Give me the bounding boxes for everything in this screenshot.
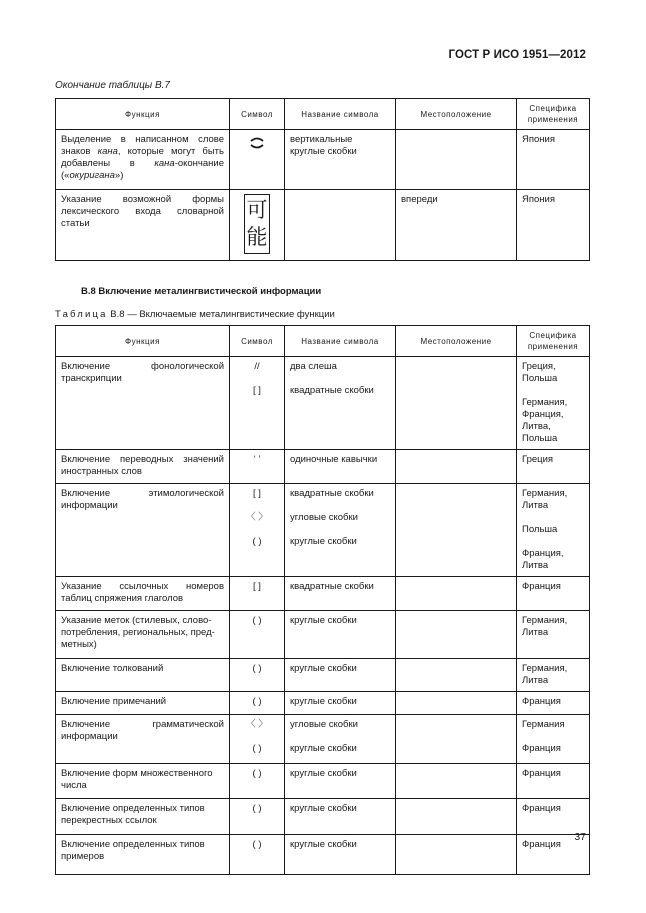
table-caption-text: В.8 — Включаемые металингвистические функции bbox=[107, 309, 335, 320]
col-header-function: Функция bbox=[56, 326, 230, 357]
usage-cell: Франция bbox=[517, 692, 590, 715]
symbol-cell: ( ) bbox=[230, 692, 285, 715]
symbol-name-cell: круглые скобки bbox=[285, 764, 396, 799]
usage-cell: Франция bbox=[517, 799, 590, 835]
symbol-name-cell bbox=[285, 715, 396, 764]
table-b7 bbox=[55, 98, 590, 261]
table-row bbox=[56, 450, 590, 484]
table-caption bbox=[55, 309, 335, 320]
vertical-round-brackets-icon bbox=[249, 135, 265, 151]
location-cell: впереди bbox=[396, 190, 517, 261]
symbol-name: круглые скобки bbox=[290, 743, 357, 754]
symbol-name-cell: круглые скобки bbox=[285, 692, 396, 715]
usage: Германия bbox=[522, 719, 565, 730]
symbol-name: круглые скобки bbox=[290, 536, 357, 547]
section-heading: В.8 Включение металингвистической информации bbox=[81, 286, 322, 297]
table-row bbox=[56, 130, 590, 190]
table-row bbox=[56, 611, 590, 659]
symbol-cell: [ ] bbox=[230, 577, 285, 611]
usage-cell: Франция bbox=[517, 835, 590, 875]
function-cell: Включение этимологической информации bbox=[56, 484, 230, 577]
usage-cell: Франция bbox=[517, 764, 590, 799]
symbol-cell: ( ) bbox=[230, 799, 285, 835]
function-cell: Включение примечаний bbox=[56, 692, 230, 715]
usage: Германия, Литва bbox=[522, 488, 568, 511]
usage: Франция bbox=[522, 743, 561, 754]
location-cell bbox=[396, 577, 517, 611]
symbol-name: два слеша bbox=[290, 361, 337, 372]
function-cell bbox=[56, 611, 230, 659]
function-cell: Включение фонологической транскрипции bbox=[56, 357, 230, 450]
symbol: 〈 〉 bbox=[246, 512, 268, 523]
function-cell: Включение переводных значений иностранных слов bbox=[56, 450, 230, 484]
table-continuation-caption: Окончание таблицы В.7 bbox=[55, 80, 170, 91]
col-header-location: Местоположение bbox=[396, 99, 517, 130]
function-line: потребления, региональных, пред- bbox=[61, 627, 215, 638]
symbol-cell bbox=[230, 715, 285, 764]
symbol: ( ) bbox=[252, 536, 262, 547]
function-cell: Включение толкований bbox=[56, 659, 230, 692]
usage-cell: Германия, Литва bbox=[517, 659, 590, 692]
symbol-name: квадратные скобки bbox=[290, 488, 374, 499]
col-header-symbol-name: Название символа bbox=[285, 99, 396, 130]
table-row bbox=[56, 715, 590, 764]
usage: Германия, Франция, Литва, Польша bbox=[522, 397, 568, 444]
usage-cell: Япония bbox=[517, 130, 590, 190]
col-header-symbol-name: Название символа bbox=[285, 326, 396, 357]
function-line: метных) bbox=[61, 639, 97, 650]
symbol-name-cell: квадратные скобки bbox=[285, 577, 396, 611]
location-cell bbox=[396, 659, 517, 692]
location-cell bbox=[396, 692, 517, 715]
symbol-cell bbox=[230, 130, 285, 190]
location-cell bbox=[396, 764, 517, 799]
symbol-name-cell bbox=[285, 190, 396, 261]
table-row bbox=[56, 357, 590, 450]
symbol: ( ) bbox=[252, 743, 262, 754]
symbol-name-cell: круглые скобки bbox=[285, 611, 396, 659]
symbol-cell: ‘ ’ bbox=[230, 450, 285, 484]
location-cell bbox=[396, 130, 517, 190]
usage-cell bbox=[517, 484, 590, 577]
col-header-usage: Специфика применения bbox=[517, 326, 590, 357]
symbol-name: угловые скобки bbox=[290, 719, 358, 730]
col-header-symbol: Символ bbox=[230, 99, 285, 130]
function-cell: Включение форм множественного числа bbox=[56, 764, 230, 799]
usage-cell: Германия, Литва bbox=[517, 611, 590, 659]
symbol-cell: ( ) bbox=[230, 835, 285, 875]
col-header-usage: Специфика применения bbox=[517, 99, 590, 130]
function-cell: Включение определенных типов перекрестных ссылок bbox=[56, 799, 230, 835]
function-cell: Выделение в написанном слове знаков кана, которые могут быть добавлены в кана-окончание («окуригана») bbox=[56, 130, 230, 190]
symbol-name: квадратные скобки bbox=[290, 385, 374, 396]
symbol-name: угловые скобки bbox=[290, 512, 358, 523]
table-header-row bbox=[56, 326, 590, 357]
location-cell bbox=[396, 611, 517, 659]
usage-cell bbox=[517, 357, 590, 450]
symbol: [ ] bbox=[253, 488, 261, 499]
location-cell bbox=[396, 357, 517, 450]
symbol-cell: ( ) bbox=[230, 659, 285, 692]
table-row bbox=[56, 764, 590, 799]
table-row bbox=[56, 799, 590, 835]
symbol-cell bbox=[230, 357, 285, 450]
col-header-location: Местоположение bbox=[396, 326, 517, 357]
usage: Франция, Литва bbox=[522, 548, 564, 571]
table-row bbox=[56, 692, 590, 715]
symbol-cell: ( ) bbox=[230, 764, 285, 799]
document-header: ГОСТ Р ИСО 1951—2012 bbox=[448, 49, 586, 61]
symbol-name-cell: круглые скобки bbox=[285, 799, 396, 835]
usage-cell bbox=[517, 715, 590, 764]
symbol-name-cell: одиночные кавычки bbox=[285, 450, 396, 484]
kanji-text: 可能 bbox=[246, 199, 268, 249]
kanji-symbol-image bbox=[244, 194, 270, 254]
table-b8 bbox=[55, 325, 590, 875]
usage-cell: Франция bbox=[517, 577, 590, 611]
location-cell bbox=[396, 835, 517, 875]
table-row bbox=[56, 190, 590, 261]
symbol-cell: ( ) bbox=[230, 611, 285, 659]
table-header-row bbox=[56, 99, 590, 130]
location-cell bbox=[396, 715, 517, 764]
location-cell bbox=[396, 450, 517, 484]
symbol-name-cell bbox=[285, 484, 396, 577]
symbol-cell bbox=[230, 484, 285, 577]
usage: Греция, Польша bbox=[522, 361, 558, 384]
function-line: Указание меток (стилевых, слово- bbox=[61, 615, 212, 626]
function-cell: Указание возможной формы лексического входа словарной статьи bbox=[56, 190, 230, 261]
location-cell bbox=[396, 799, 517, 835]
page-number: 37 bbox=[574, 831, 586, 843]
symbol-name-cell: круглые скобки bbox=[285, 659, 396, 692]
location-cell bbox=[396, 484, 517, 577]
col-header-function: Функция bbox=[56, 99, 230, 130]
usage-cell: Япония bbox=[517, 190, 590, 261]
function-cell: Указание ссылочных номеров таблиц спряжения глаголов bbox=[56, 577, 230, 611]
symbol: [ ] bbox=[253, 385, 261, 396]
table-caption-prefix: Таблица bbox=[55, 309, 108, 320]
symbol-name-cell: вертикальные круглые скобки bbox=[285, 130, 396, 190]
function-cell: Включение грамматической информации bbox=[56, 715, 230, 764]
col-header-symbol: Символ bbox=[230, 326, 285, 357]
usage-cell: Греция bbox=[517, 450, 590, 484]
table-row bbox=[56, 835, 590, 875]
symbol-name-cell bbox=[285, 357, 396, 450]
table-row bbox=[56, 484, 590, 577]
function-cell: Включение определенных типов примеров bbox=[56, 835, 230, 875]
table-row bbox=[56, 577, 590, 611]
symbol-name-cell: круглые скобки bbox=[285, 835, 396, 875]
symbol: // bbox=[254, 361, 260, 372]
table-row bbox=[56, 659, 590, 692]
usage: Польша bbox=[522, 524, 558, 535]
symbol-cell bbox=[230, 190, 285, 261]
symbol: 〈 〉 bbox=[246, 719, 268, 730]
